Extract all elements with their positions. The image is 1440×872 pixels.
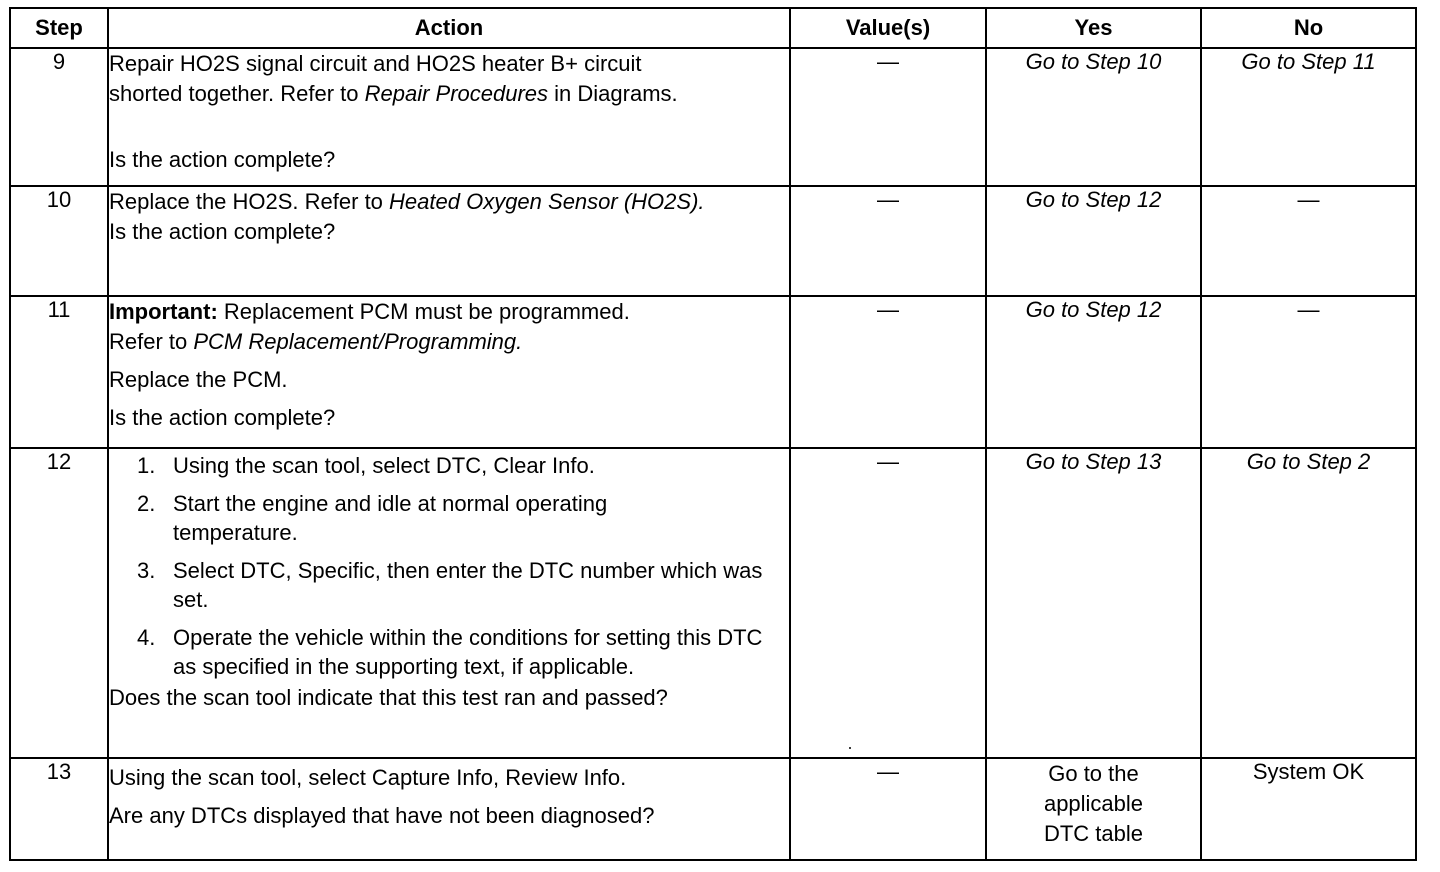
yes-cell: Go to Step 13 <box>986 448 1201 758</box>
procedure-list <box>109 451 789 681</box>
yes-cell: Go to Step 12 <box>986 296 1201 448</box>
value-cell: — <box>790 758 986 860</box>
list-item: 4. Operate the vehicle within the conditions for setting this DTC as specified in the supporting text, if applicable. <box>137 625 763 679</box>
action-question: Does the scan tool indicate that this test ran and passed? <box>109 685 668 710</box>
reference-link: PCM Replacement/Programming. <box>193 329 523 354</box>
no-cell: — <box>1201 296 1416 448</box>
action-question: Are any DTCs displayed that have not been diagnosed? <box>109 803 655 828</box>
action-cell <box>108 448 790 758</box>
action-text: Repair HO2S signal circuit and HO2S heater B+ circuit <box>109 51 642 76</box>
action-text: Replace the HO2S. Refer to Heated Oxygen Sensor (HO2S). <box>109 189 705 214</box>
list-item: 2. Start the engine and idle at normal operating temperature. <box>137 491 608 545</box>
yes-cell: Go to the applicable DTC table <box>986 758 1201 860</box>
no-cell: Go to Step 11 <box>1201 48 1416 186</box>
step-number: 13 <box>10 758 108 860</box>
table-row <box>10 448 1416 758</box>
table-row <box>10 48 1416 186</box>
stray-dot <box>849 747 851 749</box>
action-question: Is the action complete? <box>109 219 336 244</box>
action-instruction: Replace the PCM. <box>109 367 288 392</box>
reference-link: Heated Oxygen Sensor (HO2S). <box>389 189 705 214</box>
important-label: Important: <box>109 299 218 324</box>
header-no: No <box>1201 8 1416 48</box>
header-step: Step <box>10 8 108 48</box>
list-item: 3. Select DTC, Specific, then enter the DTC number which was set. <box>137 558 763 612</box>
header-values: Value(s) <box>790 8 986 48</box>
action-cell <box>108 758 790 860</box>
header-action: Action <box>108 8 790 48</box>
yes-cell: Go to Step 10 <box>986 48 1201 186</box>
action-text: Important: Replacement PCM must be programmed. <box>109 299 630 324</box>
step-number: 10 <box>10 186 108 296</box>
table-row <box>10 758 1416 860</box>
step-number: 9 <box>10 48 108 186</box>
action-question: Is the action complete? <box>109 147 336 172</box>
value-cell: — <box>790 448 986 758</box>
action-cell <box>108 296 790 448</box>
action-text: shorted together. Refer to Repair Procedures in Diagrams. <box>109 81 678 106</box>
header-yes: Yes <box>986 8 1201 48</box>
action-question: Is the action complete? <box>109 405 336 430</box>
step-number: 12 <box>10 448 108 758</box>
list-item: 1. Using the scan tool, select DTC, Clear Info. <box>137 453 595 478</box>
no-cell: System OK <box>1201 758 1416 860</box>
action-text: Using the scan tool, select Capture Info, Review Info. <box>109 765 627 790</box>
no-cell: Go to Step 2 <box>1201 448 1416 758</box>
table-row <box>10 186 1416 296</box>
yes-cell: Go to Step 12 <box>986 186 1201 296</box>
action-cell <box>108 48 790 186</box>
action-text: Refer to PCM Replacement/Programming. <box>109 329 523 354</box>
step-number: 11 <box>10 296 108 448</box>
value-cell: — <box>790 186 986 296</box>
value-cell: — <box>790 48 986 186</box>
no-cell: — <box>1201 186 1416 296</box>
diagnostic-table <box>9 7 1417 861</box>
reference-link: Repair Procedures <box>364 81 549 106</box>
table-row <box>10 296 1416 448</box>
header-row <box>10 8 1416 48</box>
value-cell: — <box>790 296 986 448</box>
action-cell <box>108 186 790 296</box>
